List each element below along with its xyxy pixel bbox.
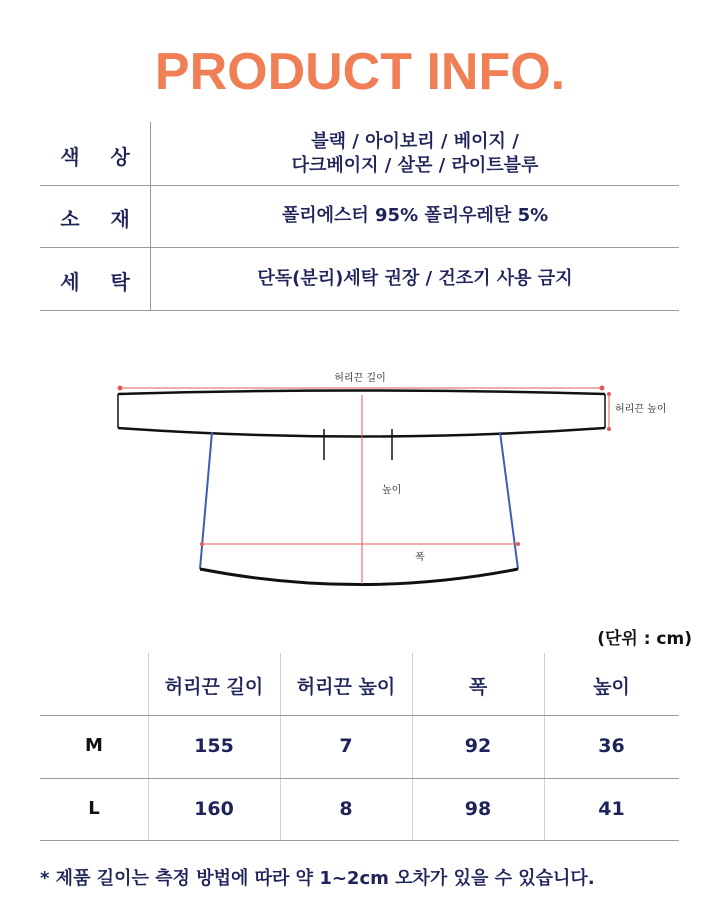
cell-l-width: 98: [464, 798, 492, 820]
color-label: 색 상: [60, 145, 142, 169]
size-label-l: L: [88, 798, 100, 819]
color-value-line2: 다크베이지 / 살몬 / 라이트블루: [291, 155, 539, 176]
color-value-line1: 블랙 / 아이보리 / 베이지 /: [311, 131, 519, 152]
header-waistband-height: 허리끈 높이: [296, 676, 396, 698]
info-row-material: [40, 185, 679, 248]
size-label-m: M: [85, 735, 103, 756]
height-label: 높이: [382, 485, 402, 496]
material-value: 폴리에스터 95% 폴리우레탄 5%: [281, 205, 549, 226]
cell-m-waistband-length: 155: [194, 735, 234, 757]
wash-value: 단독(분리)세탁 권장 / 건조기 사용 금지: [257, 268, 573, 289]
skirt-left-side: [200, 432, 212, 569]
page-title: PRODUCT INFO.: [154, 43, 566, 101]
size-table: [40, 653, 679, 841]
unit-note: (단위 : cm): [597, 629, 692, 649]
waistband-length-dot-left: [118, 386, 123, 391]
measurement-footnote: * 제품 길이는 측정 방법에 따라 약 1~2cm 오차가 있을 수 있습니다.: [40, 868, 595, 889]
measurement-diagram: [0, 355, 720, 600]
header-waistband-length: 허리끈 길이: [164, 676, 264, 698]
cell-m-waistband-height: 7: [339, 735, 353, 757]
waistband-top-curve: [118, 391, 605, 395]
info-row-wash: [40, 247, 679, 311]
cell-m-height: 36: [598, 735, 625, 757]
cell-l-waistband-height: 8: [339, 798, 353, 820]
header-width: 폭: [468, 676, 488, 698]
skirt-right-side: [500, 432, 518, 569]
cell-l-waistband-length: 160: [194, 798, 234, 820]
cell-l-height: 41: [598, 798, 625, 820]
skirt-hem: [200, 569, 518, 585]
header-height: 높이: [593, 676, 630, 698]
waistband-length-label: 허리끈 길이: [334, 373, 386, 384]
wash-label: 세 탁: [60, 270, 142, 294]
info-row-color: [40, 122, 679, 186]
cell-m-width: 92: [464, 735, 492, 757]
material-label: 소 재: [60, 207, 142, 231]
waistband-height-label: 허리끈 높이: [615, 404, 667, 415]
width-label: 폭: [415, 552, 425, 563]
waistband-length-dot-right: [600, 386, 605, 391]
